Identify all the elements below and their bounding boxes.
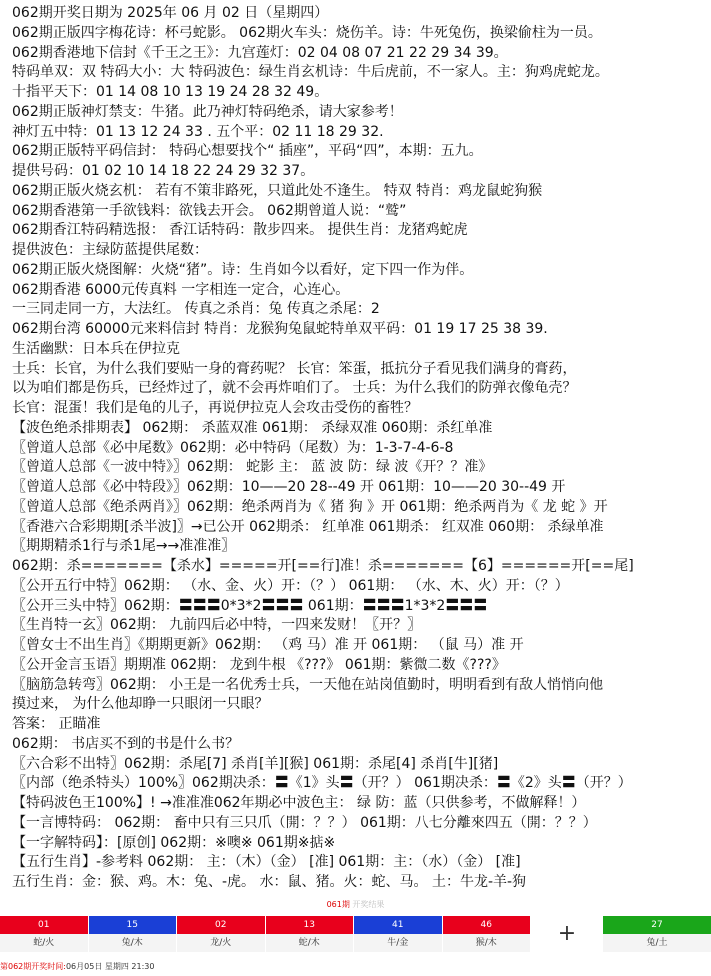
text-line: 十指平天下：01 14 08 10 13 19 24 28 32 49。 — [12, 84, 329, 100]
text-line: 062期正版火烧玄机： 若有不策非路死，只道此处不逢生。 特双 特肖：鸡龙鼠蛇狗猴 — [12, 182, 543, 199]
ball-number: 01 — [0, 916, 88, 934]
text-line: 〖公开五行中特〗062期： （水、金、火）开：（？） 061期： （水、木、火）开：（？） — [12, 577, 569, 594]
text-line: 【一言博特码： 062期： 畜中只有三只爪（開：？？） 061期：八七分離來四五（開：？？） — [12, 814, 597, 831]
text-line: 〖六合彩不出特〗062期：杀尾[7] 杀肖[羊][猴] 061期：杀尾[4] 杀肖[牛][猪] — [12, 755, 499, 772]
text-line: 五行生肖：金：猴、鸡。木：兔、-虎。 水：鼠、猪。火：蛇、马。 土：牛龙-羊-狗 — [12, 874, 527, 890]
ball-zodiac: 蛇/木 — [266, 934, 354, 952]
text-line: 〖期期精杀1行与杀1尾→→准准准〗 — [12, 538, 236, 555]
ball-zodiac: 兔/木 — [89, 934, 177, 952]
text-line: 062期：杀=======【杀水】=====开[==行]准！杀=======【6】======开[==尾] — [12, 558, 634, 574]
ball-zodiac: 龙/火 — [177, 934, 265, 952]
text-line: 062期： 书店买不到的书是什么书？ — [12, 735, 240, 752]
ball-number: 41 — [354, 916, 442, 934]
text-line: 士兵：长官，为什么我们要贴一身的膏药呢？ 长官：笨蛋，抵抗分子看见我们满身的膏药， — [12, 360, 577, 377]
text-line: 062期香江特码精选报： 香江话特码：散步四来。 提供生肖：龙猪鸡蛇虎 — [12, 222, 468, 239]
text-line: 摸过来， 为什么他却睁一只眼闭一只眼？ — [12, 696, 269, 713]
result-header-issue: 061期 — [326, 900, 350, 909]
result-header — [0, 896, 711, 914]
plus-sign: + — [557, 921, 577, 946]
text-line: 提供号码：01 02 10 14 18 22 24 29 32 37。 — [12, 163, 315, 179]
draw-result-bar — [0, 896, 711, 976]
text-line: 062期香港地下信封《千王之王》：九宫莲灯：02 04 08 07 21 22 29 34 39。 — [12, 44, 508, 61]
text-line: 〖公开金言玉语〗期期准 062期： 龙到牛根 《???》 061期：紫微二数《???》 — [12, 656, 506, 673]
ball-number: 02 — [177, 916, 265, 934]
text-line: 〖曾女士不出生肖〗《期期更新》062期： （鸡 马）准 开 061期： （鼠 马）准 开 — [12, 637, 524, 653]
ball-number: 46 — [443, 916, 531, 934]
text-line: 〖曾道人总部《一波中特》〗062期： 蛇影 主： 蓝 波 防：绿 波《开？？准》 — [12, 459, 493, 476]
special-ball-zodiac: 兔/土 — [603, 934, 711, 952]
text-line: 【一字解特码】：[原创] 062期：※噢※ 061期※掂※ — [12, 834, 336, 851]
text-line: 以为咱们都是伤兵，已经炸过了，就不会再炸咱们了。 士兵：为什么我们的防弹衣像龟壳？ — [12, 380, 577, 397]
special-ball-number: 27 — [603, 916, 711, 934]
result-header-text: 开奖结果 — [349, 900, 385, 909]
next-draw-value: 06月05日 星期四 21:30 — [65, 962, 155, 971]
text-line: 【五行生肖】-参考料 062期： 主：（木）（金） [准] 061期：主：（水）（金） [准] — [12, 854, 521, 871]
ball-number: 13 — [266, 916, 354, 934]
text-line: 〖公开三头中特〗062期：〓〓〓0*3*2〓〓〓 061期：〓〓〓1*3*2〓〓〓 — [12, 597, 488, 614]
text-line: 062期香港第一手欲钱料：欲钱去开会。 062期曾道人说：“鹫” — [12, 202, 407, 219]
text-line: 〖脑筋急转弯〗062期： 小王是一名优秀士兵，一天他在站岗值勤时，明明看到有敌人悄悄向他 — [12, 676, 604, 693]
text-line: 〖内部（绝杀特头）100%〗062期决杀：〓《1》头〓（开？） 061期决杀：〓《2》头〓（开？） — [12, 775, 632, 792]
text-line: 生活幽默：日本兵在伊拉克 — [12, 340, 180, 357]
text-line: 〖曾道人总部《必中尾数》062期：必中特码（尾数）为：1-3-7-4-6-8 — [12, 439, 454, 456]
ball-number: 15 — [89, 916, 177, 934]
text-line: 〖生肖特一玄〗062期： 九前四后必中特，一四来发财！〖开？〗 — [12, 617, 422, 634]
text-line: 062期正版火烧图解：火烧“猪”。诗：生肖如今以看好，定下四一作为伴。 — [12, 261, 474, 278]
ball-zodiac: 牛/金 — [354, 934, 442, 952]
text-line: 提供波色：主绿防蓝提供尾数： — [12, 242, 208, 258]
text-line: 一三同走同一方，大法红。 传真之杀肖：兔 传真之杀尾：2 — [12, 301, 380, 318]
text-line: 【特码波色王100%】! →准准准062年期必中波色主： 绿 防：蓝（只供参考，不做解释！） — [12, 795, 586, 811]
text-line: 062期香港 6000元传真料 一字相连一定合，心连心。 — [12, 281, 350, 298]
text-line: 062期开奖日期为 2025年 06 月 02 日（星期四） — [12, 5, 329, 21]
next-draw-time — [0, 960, 154, 974]
next-draw-label: 第062期开奖时间: — [0, 962, 66, 971]
text-line: 〖香港六合彩期期[杀半波]〗→已公开 062期杀： 红单准 061期杀： 红双准 060期： 杀绿单准 — [12, 518, 604, 535]
text-line: 答案： 正瞄准 — [12, 716, 101, 732]
text-line: 062期正版神灯禁支：牛猪。此乃神灯特码绝杀，请大家参考！ — [12, 103, 403, 120]
text-line: 〖曾道人总部《绝杀两肖》〗062期：绝杀两肖为《 猪 狗 》开 061期：绝杀两肖为《 龙 蛇 》开 — [12, 498, 608, 515]
text-line: 【波色绝杀排期表】 062期： 杀蓝双准 061期： 杀绿双准 060期：杀红单准 — [12, 419, 493, 436]
ball-zodiac: 蛇/火 — [0, 934, 88, 952]
text-line: 神灯五中特：01 13 12 24 33 . 五个平：02 11 18 29 32. — [12, 123, 384, 140]
text-line: 长官：混蛋！我们是龟的儿子，再说伊拉克人会攻击受伤的畜牲？ — [12, 400, 418, 416]
text-line: 062期正版特平码信封： 特码心想要找个“ 插座”，平码“四”，本期：五九。 — [12, 143, 483, 160]
ball-zodiac: 猴/木 — [443, 934, 531, 952]
text-line: 特码单双：双 特码大小：大 特码波色：绿生肖玄机诗：牛后虎前，不一家人。主：狗鸡虎蛇龙。 — [12, 64, 609, 81]
text-line: 062期台湾 60000元来料信封 特肖：龙猴狗兔鼠蛇特单双平码：01 19 17 25 38 39. — [12, 321, 548, 337]
text-line: 〖曾道人总部《必中特段》〗062期：10——20 28--49 开 061期：10——20 30--49 开 — [12, 479, 566, 495]
text-line: 062期正版四字梅花诗：杯弓蛇影。 062期火车头：烧伤羊。诗：牛死兔伤，换梁偷柱为一员。 — [12, 24, 602, 41]
